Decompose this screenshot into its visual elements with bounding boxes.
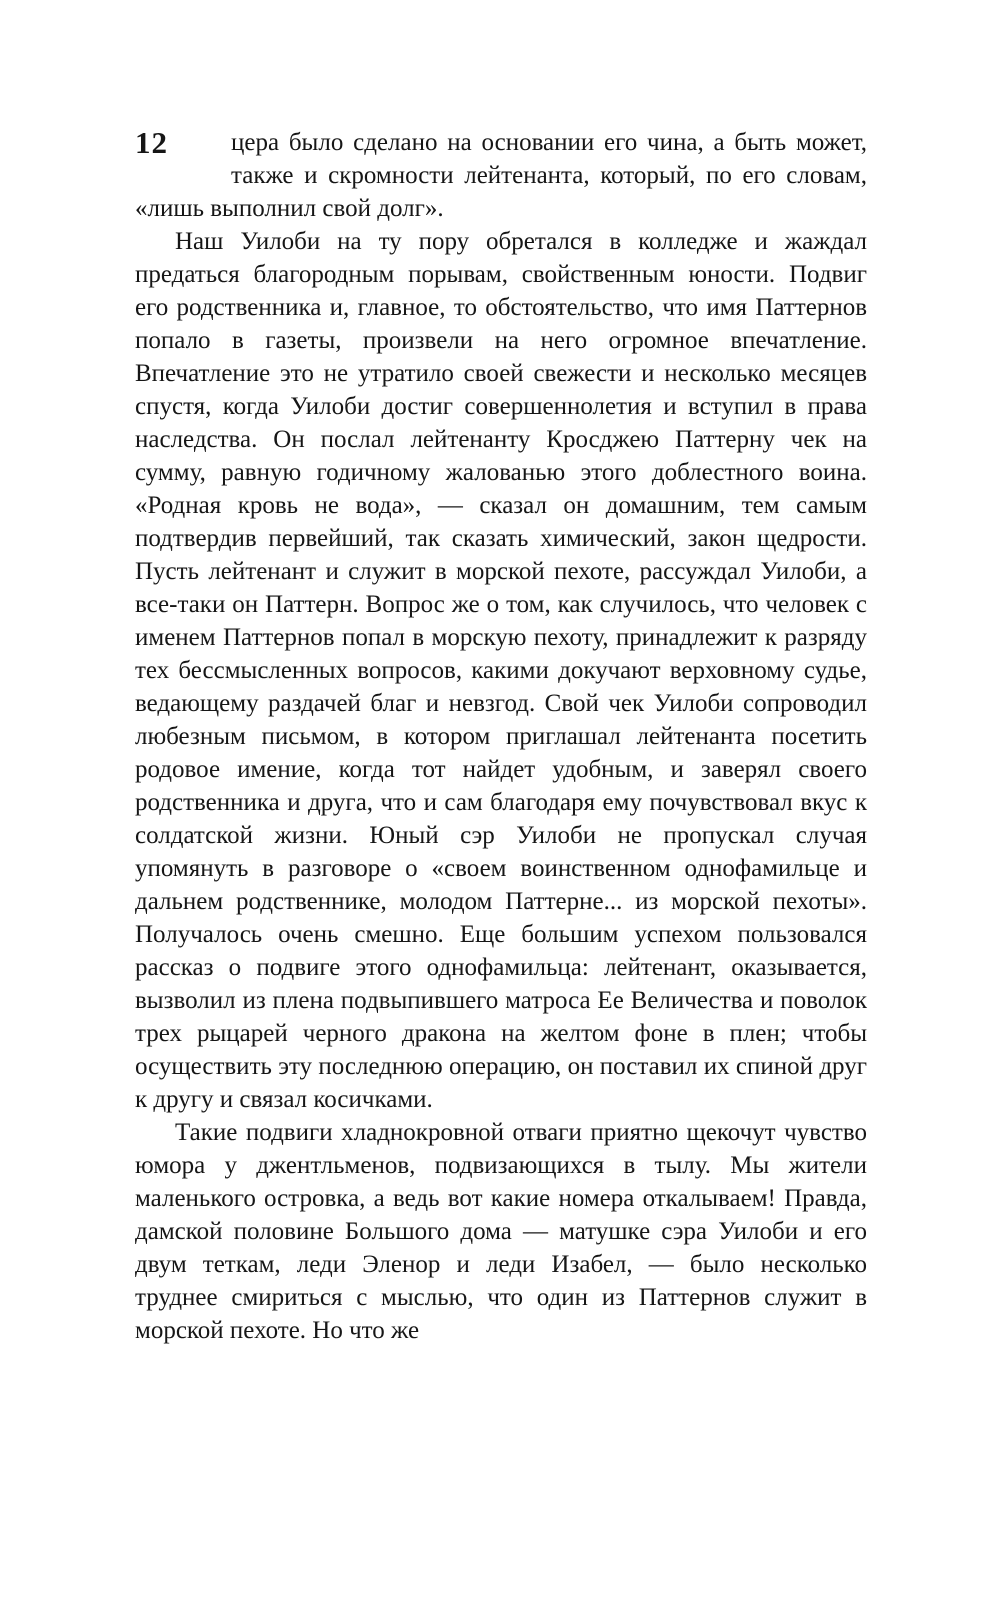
page-number: 12 xyxy=(135,125,168,160)
paragraph-continuation: цера было сделано на основании его чина, а быть может, также и скромности лейтенанта, который, по его словам, «лишь выполнил свой долг». xyxy=(135,129,867,222)
paragraph: Такие подвиги хладнокровной отваги приятно щекочут чувство юмора у джентльменов, подвизающихся в тылу. Мы жители маленького островка, а ведь вот какие номера откалываем! Правда, дамской половине Большого дома — матушке сэра Уилоби и его двум теткам, леди Эленор и леди Изабел, — было несколько труднее смириться с мыслью, что один из Паттернов служит в морской пехоте. Но что же xyxy=(135,1119,867,1344)
text-block xyxy=(135,126,867,1347)
paragraph: Наш Уилоби на ту пору обретался в колледже и жаждал предаться благородным порывам, свойственным юности. Подвиг его родственника и, главное, то обстоятельство, что имя Паттернов попало в газеты, произвели на него огромное впечатление. Впечатление это не утратило своей свежести и несколько месяцев спустя, когда Уилоби достиг совершеннолетия и вступил в права наследства. Он послал лейтенанту Кросджею Паттерну чек на сумму, равную годичному жалованью этого доблестного воина. «Родная кровь не вода», — сказал он домашним, тем самым подтвердив первейший, так сказать химический, закон щедрости. Пусть лейтенант и служит в морской пехоте, рассуждал Уилоби, а все-таки он Паттерн. Вопрос же о том, как случилось, что человек с именем Паттернов попал в морскую пехоту, принадлежит к разряду тех бессмысленных вопросов, какими докучают верховному судье, ведающему раздачей благ и невзгод. Свой чек Уилоби сопроводил любезным письмом, в котором приглашал лейтенанта посетить родовое имение, когда тот найдет удобным, и заверял своего родственника и друга, что и сам благодаря ему почувствовал вкус к солдатской жизни. Юный сэр Уилоби не пропускал случая упомянуть в разговоре о «своем воинственном однофамильце и дальнем родственнике, молодом Паттерне... из морской пехоты». Получалось очень смешно. Еще большим успехом пользовался рассказ о подвиге этого однофамильца: лейтенант, оказывается, вызволил из плена подвыпившего матроса Ее Величества и поволок трех рыцарей черного дракона на желтом фоне в плен; чтобы осуществить эту последнюю операцию, он поставил их спиной друг к другу и связал косичками. xyxy=(135,228,867,1113)
